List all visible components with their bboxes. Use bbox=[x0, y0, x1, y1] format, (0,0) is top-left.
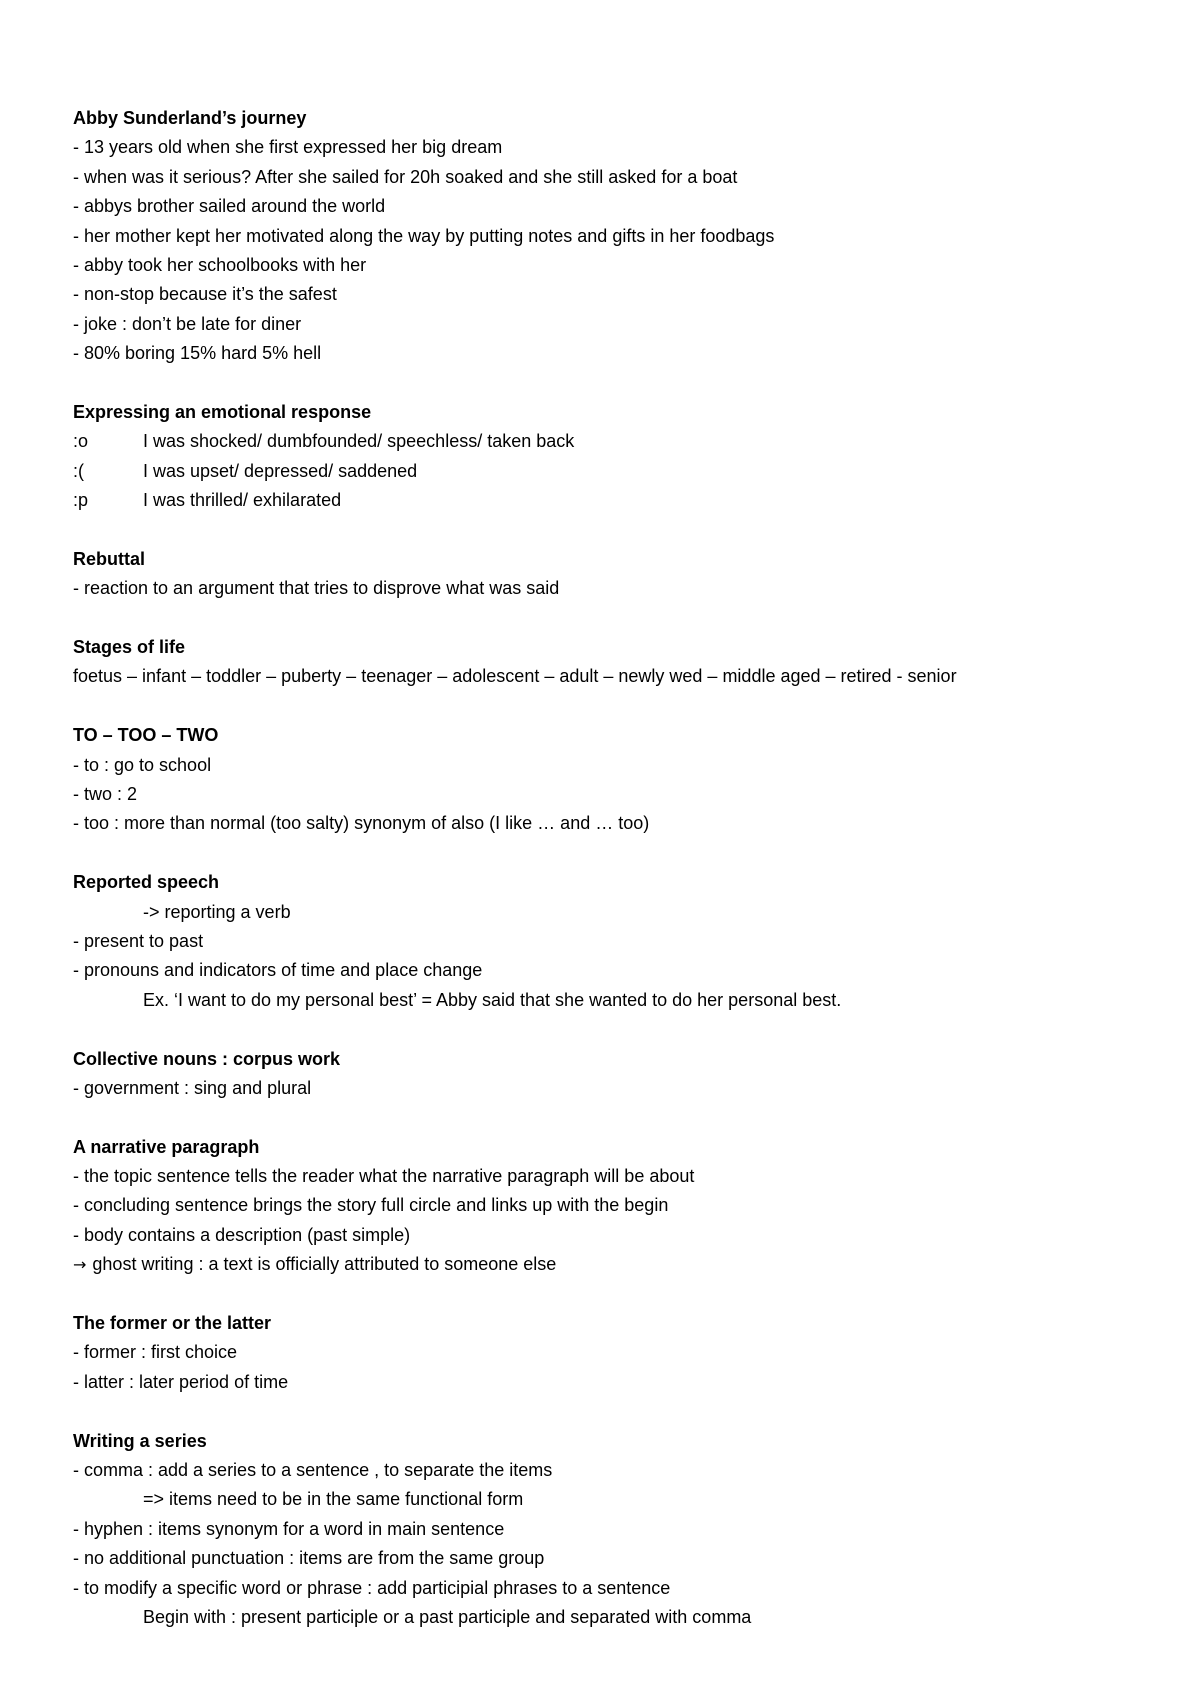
section-heading: Writing a series bbox=[73, 1430, 207, 1451]
bullet-line: - the topic sentence tells the reader what the narrative paragraph will be about bbox=[73, 1166, 695, 1187]
bullet-line: - two : 2 bbox=[73, 783, 138, 804]
section-heading: Stages of life bbox=[73, 637, 186, 658]
text-line: foetus – infant – toddler – puberty – teenager – adolescent – adult – newly wed – middle aged – retired - senior bbox=[73, 666, 957, 687]
section-heading: Reported speech bbox=[73, 872, 220, 893]
indented-line: Begin with : present participle or a past participle and separated with comma bbox=[143, 1606, 752, 1627]
bullet-line: - non-stop because it’s the safest bbox=[73, 284, 337, 305]
bullet-line: - comma : add a series to a sentence , to separate the items bbox=[73, 1459, 553, 1480]
bullet-line: - to : go to school bbox=[73, 754, 212, 775]
section-heading: A narrative paragraph bbox=[73, 1136, 260, 1157]
bullet-line: - pronouns and indicators of time and place change bbox=[73, 960, 483, 981]
section-narrative-paragraph bbox=[73, 1133, 1163, 1280]
arrow-line bbox=[73, 1250, 1163, 1279]
section-reported-speech bbox=[73, 868, 1163, 1015]
indented-line: => items need to be in the same functional form bbox=[143, 1489, 524, 1510]
bullet-line: - latter : later period of time bbox=[73, 1371, 289, 1392]
bullet-line: - concluding sentence brings the story full circle and links up with the begin bbox=[73, 1195, 669, 1216]
bullet-line: - hyphen : items synonym for a word in main sentence bbox=[73, 1518, 505, 1539]
emotion-row bbox=[73, 486, 1163, 515]
bullet-line: - abbys brother sailed around the world bbox=[73, 196, 386, 217]
emoticon-key: :o bbox=[73, 431, 89, 452]
arrow-line-text: ghost writing : a text is officially attributed to someone else bbox=[92, 1254, 557, 1275]
emotion-text: I was upset/ depressed/ saddened bbox=[143, 460, 418, 481]
section-collective-nouns bbox=[73, 1045, 1163, 1104]
emotion-text: I was shocked/ dumbfounded/ speechless/ taken back bbox=[143, 431, 575, 452]
emotion-text: I was thrilled/ exhilarated bbox=[143, 490, 342, 511]
section-heading: TO – TOO – TWO bbox=[73, 725, 219, 746]
bullet-line: - 13 years old when she first expressed her big dream bbox=[73, 137, 503, 158]
section-emotional-response bbox=[73, 398, 1163, 516]
bullet-line: - when was it serious? After she sailed for 20h soaked and she still asked for a boat bbox=[73, 166, 738, 187]
indented-line: -> reporting a verb bbox=[143, 901, 291, 922]
bullet-line: - to modify a specific word or phrase : add participial phrases to a sentence bbox=[73, 1577, 671, 1598]
bullet-line: - too : more than normal (too salty) synonym of also (I like … and … too) bbox=[73, 813, 650, 834]
bullet-line: - joke : don’t be late for diner bbox=[73, 313, 302, 334]
bullet-line: - former : first choice bbox=[73, 1342, 238, 1363]
bullet-line: - reaction to an argument that tries to disprove what was said bbox=[73, 578, 560, 599]
bullet-line: - present to past bbox=[73, 930, 204, 951]
emoticon-key: :p bbox=[73, 490, 89, 511]
section-heading: Abby Sunderland’s journey bbox=[73, 108, 307, 128]
bullet-line: - abby took her schoolbooks with her bbox=[73, 254, 367, 275]
example-line: Ex. ‘I want to do my personal best’ = Abby said that she wanted to do her personal best. bbox=[143, 989, 842, 1010]
section-rebuttal bbox=[73, 545, 1163, 604]
bullet-line: - government : sing and plural bbox=[73, 1077, 312, 1098]
section-writing-series bbox=[73, 1427, 1163, 1633]
emotion-row bbox=[73, 457, 1163, 486]
document-page bbox=[73, 104, 1163, 1662]
section-heading: Rebuttal bbox=[73, 548, 145, 569]
bullet-line: - no additional punctuation : items are from the same group bbox=[73, 1548, 545, 1569]
section-former-latter bbox=[73, 1309, 1163, 1397]
bullet-line: - 80% boring 15% hard 5% hell bbox=[73, 343, 322, 364]
right-arrow-icon: → bbox=[73, 1255, 87, 1275]
emotion-row bbox=[73, 427, 1163, 456]
emoticon-key: :( bbox=[73, 460, 84, 481]
bullet-line: - body contains a description (past simple) bbox=[73, 1224, 411, 1245]
section-heading: Expressing an emotional response bbox=[73, 401, 372, 422]
section-stages-of-life bbox=[73, 633, 1163, 692]
section-abby-journey bbox=[73, 104, 1163, 369]
bullet-line: - her mother kept her motivated along the way by putting notes and gifts in her foodbags bbox=[73, 225, 775, 246]
section-to-too-two bbox=[73, 721, 1163, 839]
section-heading: Collective nouns : corpus work bbox=[73, 1048, 341, 1069]
section-heading: The former or the latter bbox=[73, 1313, 272, 1334]
